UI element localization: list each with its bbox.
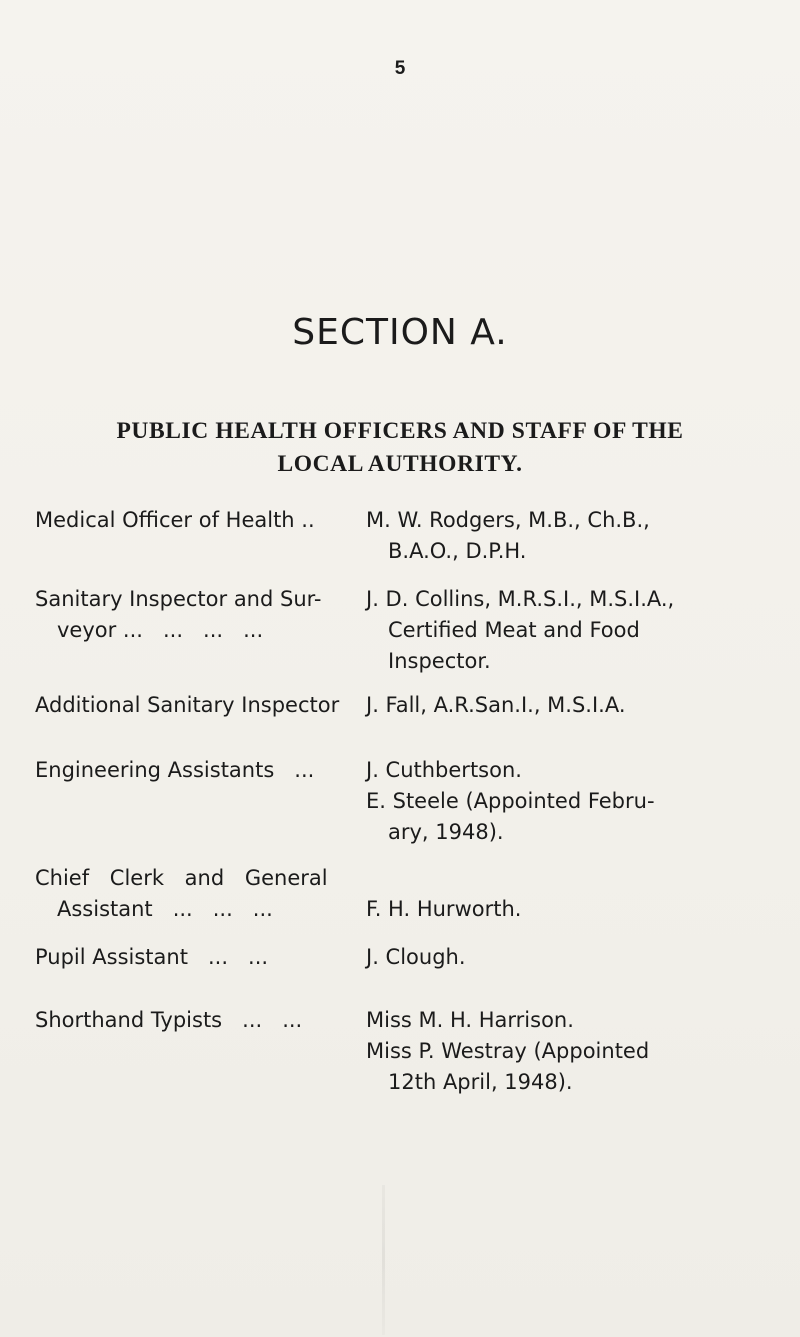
name-line: J. Cuthbertson. <box>366 758 522 782</box>
staff-name <box>366 942 726 973</box>
role-line: Medical Officer of Health .. <box>35 508 315 532</box>
staff-role <box>35 584 355 646</box>
role-line: Sanitary Inspector and Sur- <box>35 587 322 611</box>
staff-name <box>366 584 726 677</box>
role-line: Engineering Assistants ... <box>35 758 315 782</box>
name-line: B.A.O., D.P.H. <box>388 539 527 563</box>
staff-name <box>366 1005 726 1098</box>
role-line: Additional Sanitary Inspector <box>35 693 340 717</box>
name-line: F. H. Hurworth. <box>366 897 522 921</box>
name-line: J. Clough. <box>366 945 466 969</box>
document-title <box>40 415 760 481</box>
staff-name <box>366 690 726 721</box>
staff-name <box>366 505 726 567</box>
name-line: M. W. Rodgers, M.B., Ch.B., <box>366 508 650 532</box>
role-line: Chief Clerk and General <box>35 866 328 890</box>
staff-role <box>35 863 355 925</box>
name-line: Miss M. H. Harrison. <box>366 1008 574 1032</box>
staff-role <box>35 942 355 973</box>
role-line: Shorthand Typists ... ... <box>35 1008 303 1032</box>
section-heading: SECTION A. <box>292 312 508 353</box>
title-line-2: LOCAL AUTHORITY. <box>277 451 523 477</box>
staff-name <box>366 755 726 848</box>
staff-role <box>35 690 355 721</box>
name-line: Certified Meat and Food <box>388 618 640 642</box>
name-line: J. Fall, A.R.San.I., M.S.I.A. <box>366 693 626 717</box>
title-line-1: PUBLIC HEALTH OFFICERS AND STAFF OF THE <box>116 418 684 444</box>
name-line: Inspector. <box>388 649 491 673</box>
paper-show-through-mark <box>382 1185 385 1335</box>
staff-role <box>35 1005 355 1036</box>
role-line: veyor ... ... ... ... <box>57 618 264 642</box>
staff-name <box>366 894 726 925</box>
staff-role <box>35 505 355 536</box>
role-line: Pupil Assistant ... ... <box>35 945 269 969</box>
role-line: Assistant ... ... ... <box>57 897 273 921</box>
staff-role <box>35 755 355 786</box>
page-number: 5 <box>394 58 406 79</box>
name-line: Miss P. Westray (Appointed <box>366 1039 650 1063</box>
name-line: J. D. Collins, M.R.S.I., M.S.I.A., <box>366 587 675 611</box>
name-line: 12th April, 1948). <box>388 1070 573 1094</box>
name-line: ary, 1948). <box>388 820 504 844</box>
name-line: E. Steele (Appointed Febru- <box>366 789 655 813</box>
